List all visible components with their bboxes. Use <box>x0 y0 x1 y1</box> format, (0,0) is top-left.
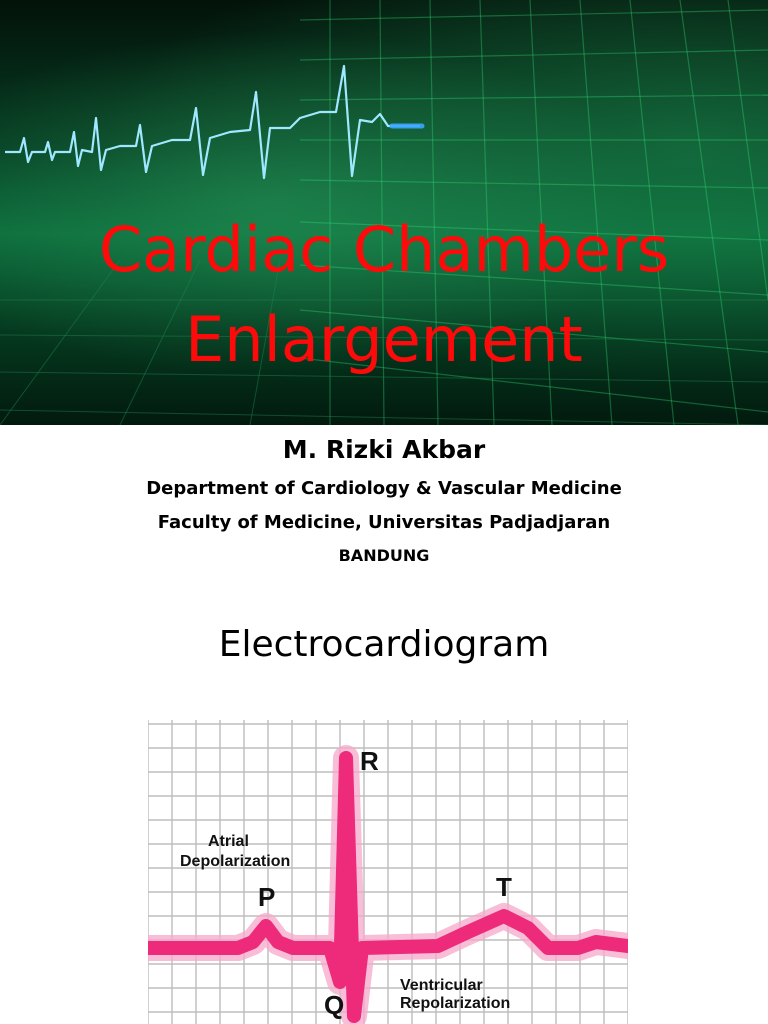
slide-title-line-2: Enlargement <box>185 303 583 376</box>
ecg-label-ventricular-line-2: Repolarization <box>400 995 511 1012</box>
ecg-label-p: P <box>258 882 276 912</box>
ecg-label-t: T <box>496 872 512 902</box>
author-name: M. Rizki Akbar <box>282 435 486 464</box>
affiliation-department: Department of Cardiology & Vascular Medicine <box>146 478 622 499</box>
affiliation-faculty: Faculty of Medicine, Universitas Padjadjaran <box>157 512 611 533</box>
ecg-label-atrial-line-2: Depolarization <box>180 853 291 870</box>
hero-ecg-trace <box>5 66 420 178</box>
ecg-label-q: Q <box>324 990 345 1020</box>
slide-title-line-1: Cardiac Chambers <box>98 213 670 286</box>
ecg-label-atrial-line-1: Atrial <box>208 833 249 850</box>
ecg-waveform-figure <box>148 720 628 1024</box>
ecg-label-r: R <box>360 746 379 776</box>
affiliation-city: BANDUNG <box>338 546 430 565</box>
section-heading: Electrocardiogram <box>218 624 550 665</box>
ecg-grid <box>148 720 628 1024</box>
title-banner <box>0 0 768 425</box>
slide-title <box>0 205 768 385</box>
ecg-label-ventricular-line-1: Ventricular <box>400 977 483 994</box>
